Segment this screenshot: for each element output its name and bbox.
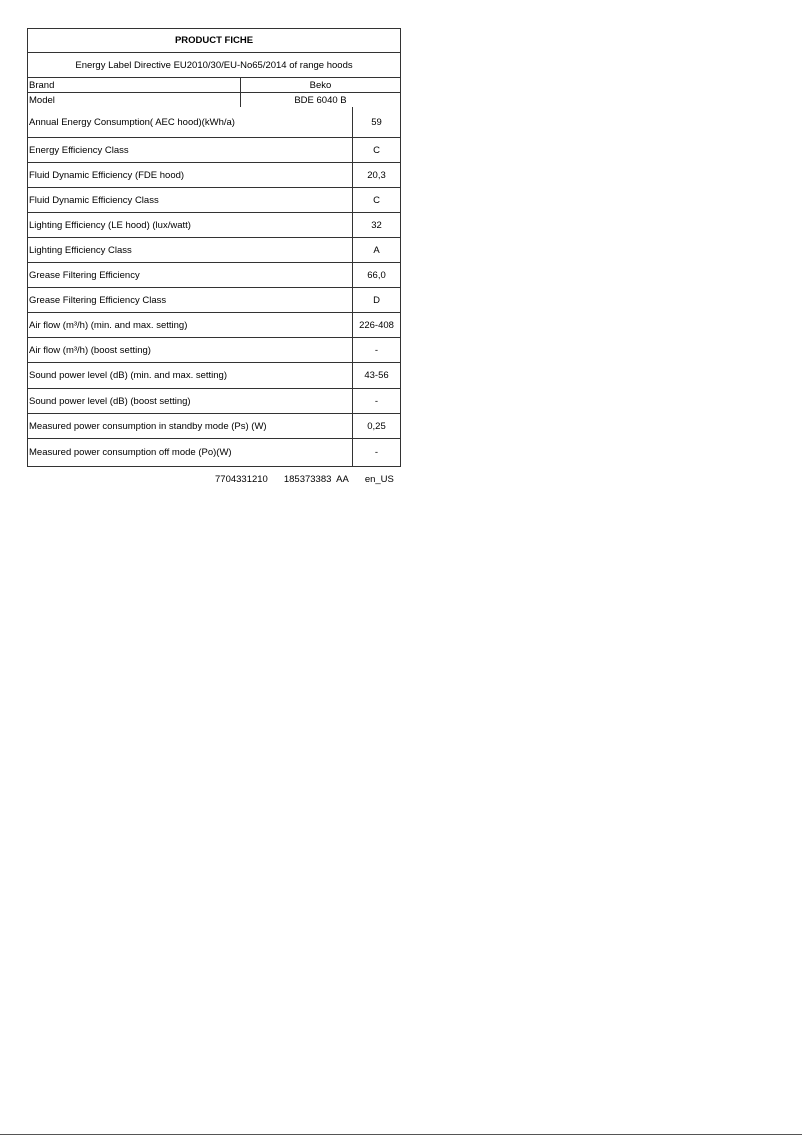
row-value: 226-408 xyxy=(359,319,394,331)
table-row xyxy=(28,137,400,162)
document-footer xyxy=(215,474,410,485)
table-row xyxy=(28,438,400,466)
row-label: Measured power consumption off mode (Po)(W) xyxy=(28,439,353,466)
table-row xyxy=(28,312,400,337)
row-label: Air flow (m³/h) (min. and max. setting) xyxy=(28,313,353,337)
table-row xyxy=(28,212,400,237)
row-label: Annual Energy Consumption( AEC hood)(kWh/a) xyxy=(28,107,353,137)
row-value: D xyxy=(373,294,380,306)
row-label: Sound power level (dB) (min. and max. setting) xyxy=(28,363,353,388)
row-label: Energy Efficiency Class xyxy=(28,138,353,162)
table-row xyxy=(28,107,400,137)
row-value: 0,25 xyxy=(367,420,386,432)
model-row xyxy=(28,92,400,107)
row-value: 43-56 xyxy=(364,370,389,381)
row-label: Fluid Dynamic Efficiency (FDE hood) xyxy=(28,163,353,187)
table-subtitle: Energy Label Directive EU2010/30/EU-No65/2014 of range hoods xyxy=(28,52,400,77)
row-value: - xyxy=(374,447,379,458)
row-label: Lighting Efficiency Class xyxy=(28,238,353,262)
row-value: C xyxy=(373,194,380,206)
row-value: 20,3 xyxy=(367,169,386,181)
table-row xyxy=(28,388,400,413)
page-bottom-divider xyxy=(0,1134,802,1135)
table-row xyxy=(28,262,400,287)
table-row xyxy=(28,362,400,388)
table-row xyxy=(28,187,400,212)
row-label: Fluid Dynamic Efficiency Class xyxy=(28,188,353,212)
row-label: Grease Filtering Efficiency Class xyxy=(28,288,353,312)
row-value: C xyxy=(373,144,380,156)
brand-row xyxy=(28,77,400,92)
table-row xyxy=(28,287,400,312)
table-row xyxy=(28,237,400,262)
model-label: Model xyxy=(28,93,241,107)
row-label: Air flow (m³/h) (boost setting) xyxy=(28,338,353,362)
footer-code-1: 7704331210 xyxy=(215,474,268,485)
table-row xyxy=(28,337,400,362)
row-value: 32 xyxy=(371,219,382,231)
row-value: - xyxy=(374,344,379,356)
product-fiche-table xyxy=(27,28,401,467)
table-row xyxy=(28,413,400,438)
row-label: Grease Filtering Efficiency xyxy=(28,263,353,287)
row-label: Lighting Efficiency (LE hood) (lux/watt) xyxy=(28,213,353,237)
row-value: - xyxy=(374,395,379,407)
row-value: 59 xyxy=(371,116,382,128)
table-row xyxy=(28,162,400,187)
model-value: BDE 6040 B xyxy=(294,94,347,106)
row-label: Sound power level (dB) (boost setting) xyxy=(28,389,353,413)
footer-locale: en_US xyxy=(364,474,394,485)
brand-value: Beko xyxy=(309,79,332,91)
row-value: 66,0 xyxy=(367,269,386,281)
footer-code-2: 185373383 AA xyxy=(283,474,349,485)
table-title: PRODUCT FICHE xyxy=(174,35,254,46)
row-value: A xyxy=(373,244,380,256)
row-label: Measured power consumption in standby mode (Ps) (W) xyxy=(28,414,353,438)
brand-label: Brand xyxy=(28,78,241,92)
